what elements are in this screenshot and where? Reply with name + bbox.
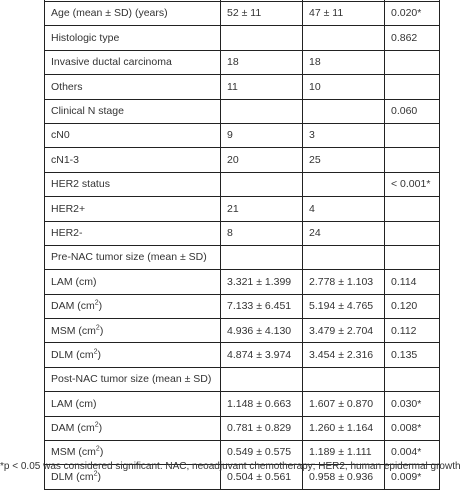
row-label: Invasive ductal carcinoma	[51, 56, 172, 69]
group-a-value	[221, 367, 303, 391]
table-row	[45, 221, 440, 245]
row-label-cell	[45, 294, 221, 318]
row-label: Others	[51, 80, 83, 93]
group-a-value: 7.133 ± 6.451	[221, 294, 303, 318]
p-value: 0.004*	[385, 441, 440, 465]
group-b-value: 5.194 ± 4.765	[303, 294, 385, 318]
p-value: 0.862	[385, 26, 440, 50]
group-b-value: 3	[303, 123, 385, 147]
table-row	[45, 172, 440, 196]
group-b-value: 10	[303, 75, 385, 99]
table-row	[45, 123, 440, 147]
row-label: LAM (cm)	[51, 397, 97, 410]
p-value: 0.114	[385, 270, 440, 294]
row-label-cell	[45, 245, 221, 269]
unit-superscript: 2	[95, 324, 100, 332]
unit-close-paren: )	[98, 422, 103, 435]
row-label: DLM (cm	[51, 470, 94, 483]
group-a-value: 21	[221, 197, 303, 221]
table-row	[45, 50, 440, 74]
group-a-value	[221, 172, 303, 196]
unit-superscript: 2	[93, 470, 98, 478]
group-b-value: 3.479 ± 2.704	[303, 319, 385, 343]
unit-superscript: 2	[94, 421, 99, 429]
row-label: HER2 status	[51, 178, 110, 191]
group-a-value: 18	[221, 50, 303, 74]
group-a-value: 11	[221, 75, 303, 99]
p-value	[385, 367, 440, 391]
row-label-cell	[45, 221, 221, 245]
table-row	[45, 75, 440, 99]
row-label-cell	[45, 319, 221, 343]
p-value: 0.120	[385, 294, 440, 318]
characteristics-table-container	[44, 0, 439, 490]
group-b-value: 1.607 ± 0.870	[303, 392, 385, 416]
group-a-value: 4.874 ± 3.974	[221, 343, 303, 367]
group-a-value: 20	[221, 148, 303, 172]
p-value: 0.030*	[385, 392, 440, 416]
p-value	[385, 221, 440, 245]
unit-close-paren: )	[99, 324, 104, 337]
p-value: 0.009*	[385, 465, 440, 489]
row-label-cell	[45, 343, 221, 367]
table-row	[45, 367, 440, 391]
table-footnote: *p < 0.05 was considered significant. NAC, neoadjuvant chemotherapy; HER2, human epidermal growth	[0, 461, 461, 472]
group-b-value: 47 ± 11	[303, 2, 385, 26]
table-row	[45, 294, 440, 318]
p-value: 0.020*	[385, 2, 440, 26]
group-b-value: 1.189 ± 1.111	[303, 441, 385, 465]
group-a-value: 0.549 ± 0.575	[221, 441, 303, 465]
group-b-value: 1.260 ± 1.164	[303, 416, 385, 440]
row-label: HER2-	[51, 226, 83, 239]
table-row	[45, 197, 440, 221]
row-label: MSM (cm	[51, 324, 96, 337]
group-b-value	[303, 367, 385, 391]
row-label: Pre-NAC tumor size (mean ± SD)	[51, 251, 207, 264]
table-row	[45, 2, 440, 26]
characteristics-table	[44, 0, 440, 490]
p-value	[385, 245, 440, 269]
group-b-value: 3.454 ± 2.316	[303, 343, 385, 367]
group-b-value	[303, 26, 385, 50]
table-row	[45, 245, 440, 269]
p-value: < 0.001*	[385, 172, 440, 196]
p-value: 0.060	[385, 99, 440, 123]
p-value: 0.135	[385, 343, 440, 367]
table-row	[45, 343, 440, 367]
table-row	[45, 99, 440, 123]
group-a-value	[221, 99, 303, 123]
row-label-cell	[45, 50, 221, 74]
row-label-cell	[45, 99, 221, 123]
table-row	[45, 319, 440, 343]
unit-close-paren: )	[98, 300, 103, 313]
row-label: cN1-3	[51, 153, 80, 166]
row-label: LAM (cm)	[51, 275, 97, 288]
table-row	[45, 148, 440, 172]
row-label: Histologic type	[51, 31, 120, 44]
group-b-value	[303, 99, 385, 123]
group-b-value	[303, 245, 385, 269]
group-a-value: 9	[221, 123, 303, 147]
row-label-cell	[45, 75, 221, 99]
unit-close-paren: )	[97, 470, 101, 483]
p-value	[385, 50, 440, 74]
group-a-value	[221, 26, 303, 50]
p-value: 0.008*	[385, 416, 440, 440]
table-row	[45, 26, 440, 50]
p-value: 0.112	[385, 319, 440, 343]
p-value	[385, 148, 440, 172]
unit-close-paren: )	[99, 446, 104, 459]
row-label-cell	[45, 26, 221, 50]
group-a-value: 4.936 ± 4.130	[221, 319, 303, 343]
row-label-cell	[45, 270, 221, 294]
row-label-cell	[45, 197, 221, 221]
unit-superscript: 2	[93, 348, 98, 356]
group-a-value: 52 ± 11	[221, 2, 303, 26]
unit-close-paren: )	[97, 348, 101, 361]
row-label: Age (mean ± SD) (years)	[51, 7, 168, 20]
row-label: HER2+	[51, 202, 86, 215]
row-label-cell	[45, 392, 221, 416]
unit-superscript: 2	[94, 299, 99, 307]
group-b-value	[303, 172, 385, 196]
group-a-value: 0.781 ± 0.829	[221, 416, 303, 440]
p-value	[385, 123, 440, 147]
row-label: MSM (cm	[51, 446, 96, 459]
row-label: Post-NAC tumor size (mean ± SD)	[51, 373, 212, 386]
group-a-value: 1.148 ± 0.663	[221, 392, 303, 416]
row-label-cell	[45, 367, 221, 391]
group-b-value: 18	[303, 50, 385, 74]
row-label-cell	[45, 123, 221, 147]
p-value	[385, 75, 440, 99]
row-label: DAM (cm	[51, 300, 95, 313]
group-b-value: 24	[303, 221, 385, 245]
row-label: Clinical N stage	[51, 105, 124, 117]
table-body	[45, 0, 440, 489]
row-label-cell	[45, 172, 221, 196]
row-label: DLM (cm	[51, 348, 94, 361]
row-label: cN0	[51, 129, 70, 142]
group-a-value: 0.504 ± 0.561	[221, 465, 303, 489]
group-b-value: 4	[303, 197, 385, 221]
group-b-value: 0.958 ± 0.936	[303, 465, 385, 489]
group-b-value: 25	[303, 148, 385, 172]
table-row	[45, 270, 440, 294]
table-row	[45, 416, 440, 440]
group-b-value: 2.778 ± 1.103	[303, 270, 385, 294]
row-label-cell	[45, 2, 221, 26]
group-a-value: 8	[221, 221, 303, 245]
row-label: DAM (cm	[51, 422, 95, 435]
unit-superscript: 2	[95, 445, 100, 453]
row-label-cell	[45, 416, 221, 440]
group-a-value	[221, 245, 303, 269]
p-value	[385, 197, 440, 221]
group-a-value: 3.321 ± 1.399	[221, 270, 303, 294]
table-row	[45, 392, 440, 416]
row-label-cell	[45, 148, 221, 172]
